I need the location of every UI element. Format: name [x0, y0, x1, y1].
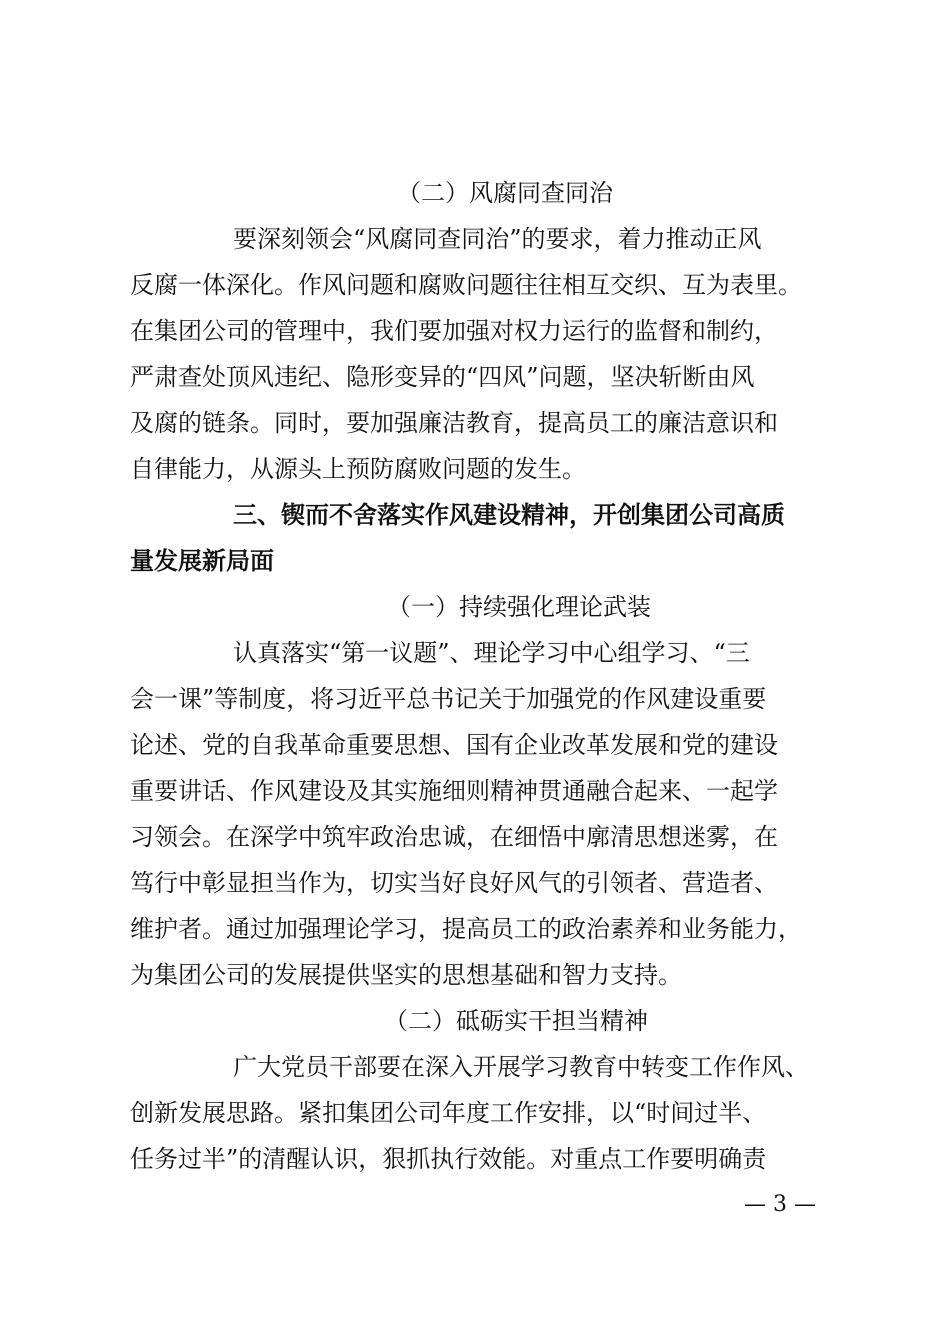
heading-line: 量发展新局面 — [130, 547, 274, 575]
paragraph-line: 及腐的链条。同时，要加强廉洁教育，提高员工的廉洁意识和 — [130, 409, 778, 437]
heading-line: 三、锲而不舍落实作风建设精神，开创集团公司高质 — [233, 501, 785, 529]
paragraph-line: 笃行中彰显担当作为，切实当好良好风气的引领者、营造者、 — [130, 869, 778, 897]
page-number: — 3 — — [744, 1192, 816, 1217]
paragraph-line: 严肃查处顶风违纪、隐形变异的“四风”问题，坚决斩断由风 — [130, 363, 755, 391]
subheading-feng-fu-tong-cha: （二）风腐同查同治 — [397, 179, 613, 207]
paragraph-line: 反腐一体深化。作风问题和腐败问题往往相互交织、互为表里。 — [130, 271, 802, 299]
paragraph-line: 为集团公司的发展提供坚实的思想基础和智力支持。 — [130, 961, 682, 989]
paragraph-line: 任务过半”的清醒认识，狠抓执行效能。对重点工作要明确责 — [130, 1145, 767, 1173]
paragraph-line: 重要讲话、作风建设及其实施细则精神贯通融合起来、一起学 — [130, 777, 778, 805]
subheading-practical-work: （二）砥砺实干担当精神 — [384, 1007, 648, 1035]
paragraph-feng-fu-tong-cha — [130, 216, 836, 492]
paragraph-line: 在集团公司的管理中，我们要加强对权力运行的监督和制约， — [130, 317, 778, 345]
paragraph-line: 会一课”等制度，将习近平总书记关于加强党的作风建设重要 — [130, 685, 767, 713]
paragraph-line: 要深刻领会“风腐同查同治”的要求，着力推动正风 — [233, 225, 762, 253]
paragraph-practical-work — [130, 1044, 836, 1182]
paragraph-line: 习领会。在深学中筑牢政治忠诚，在细悟中廓清思想迷雾，在 — [130, 823, 778, 851]
paragraph-line: 创新发展思路。紧扣集团公司年度工作安排，以“时间过半、 — [130, 1099, 767, 1127]
document-body — [130, 170, 836, 1182]
subheading-theory-study: （一）持续强化理论武装 — [387, 593, 651, 621]
paragraph-line: 维护者。通过加强理论学习，提高员工的政治素养和业务能力， — [130, 915, 802, 943]
paragraph-line: 广大党员干部要在深入开展学习教育中转变工作作风、 — [233, 1053, 809, 1081]
paragraph-line: 论述、党的自我革命重要思想、国有企业改革发展和党的建设 — [130, 731, 778, 759]
section-heading-3 — [130, 492, 836, 584]
paragraph-line: 认真落实“第一议题”、理论学习中心组学习、“三 — [233, 639, 750, 667]
paragraph-theory-study — [130, 630, 836, 998]
paragraph-line: 自律能力，从源头上预防腐败问题的发生。 — [130, 455, 586, 483]
